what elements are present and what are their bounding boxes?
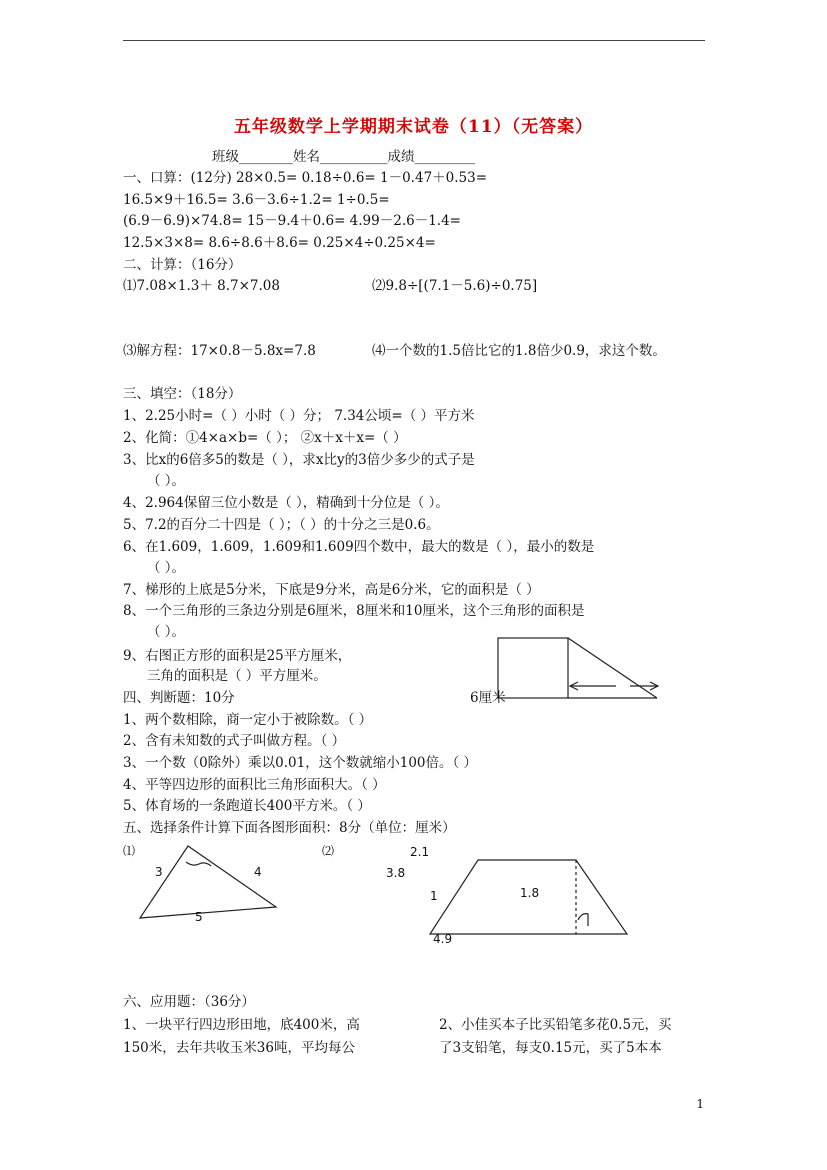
figure1-base: 5 [195, 910, 203, 924]
section3-q3b: （ ）。 [147, 473, 186, 489]
figure2-top: 2.1 [410, 845, 430, 859]
section4-heading: 四、判断题：10分 [123, 690, 235, 706]
square-shape [498, 638, 568, 698]
section3-q3a: 3、比x的6倍多5的数是（ ），求x比y的3倍少多少的式子是 [123, 452, 475, 468]
triangle-shape [140, 846, 276, 918]
right-angle-mark [186, 862, 211, 866]
section1-row4: 12.5×3×8= 8.6÷8.6＋8.6= 0.25×4÷0.25×4= [123, 235, 436, 251]
section3-q2: 2、化简：①4×a×b=（ ）； ②x＋x＋x=（ ） [123, 430, 407, 446]
figure2-left: 1 [430, 889, 438, 903]
section3-q9a: 9、右图正方形的面积是25平方厘米， [123, 648, 352, 664]
section2-q3: ⑶解方程：17×0.8－5.8x=7.8 [123, 343, 316, 359]
figure2-bottom: 4.9 [433, 932, 453, 946]
section2-q4: ⑷一个数的1.5倍比它的1.8倍少0.9，求这个数。 [372, 343, 666, 359]
section6-heading: 六、应用题：（36分） [123, 994, 255, 1010]
figure2-slant: 3.8 [386, 866, 406, 880]
section2-heading: 二、计算：（16分） [123, 257, 242, 273]
section4-q5: 5、体育场的一条跑道长400平方米。（ ） [123, 798, 371, 814]
section1-heading: 一、口算：(12分) 28×0.5= 0.18÷0.6= 1－0.47＋0.53= [123, 170, 488, 186]
section4-q3: 3、一个数（0除外）乘以0.01，这个数就缩小100倍。（ ） [123, 755, 478, 771]
page-title: 五年级数学上学期期末试卷（11）（无答案） [233, 117, 594, 137]
figure2-height: 1.8 [520, 886, 540, 900]
section6-q2b: 了3支铅笔，每支0.15元，买了5本本 [439, 1040, 662, 1056]
section3-q5: 5、7.2的百分二十四是（ ）；（ ）的十分之三是0.6。 [123, 517, 440, 533]
section3-heading: 三、填空：（18分） [123, 386, 242, 402]
section4-q4: 4、平等四边形的面积比三角形面积大。（ ） [123, 777, 386, 793]
section3-q9b: 三角的面积是（ ）平方厘米。 [147, 668, 327, 684]
info-line: 班级________姓名__________成绩_________ [212, 149, 476, 165]
section5-heading: 五、选择条件计算下面各图形面积：8分（单位：厘米） [123, 820, 456, 836]
section1-row3: (6.9－6.9)×74.8= 15－9.4＋0.6= 4.99－2.6－1.4= [123, 213, 461, 229]
section2-q1: ⑴7.08×1.3＋ 8.7×7.08 [123, 278, 280, 294]
section4-q1: 1、两个数相除，商一定小于被除数。（ ） [123, 712, 373, 728]
section6-q2a: 2、小佳买本子比买铅笔多花0.5元，买 [439, 1017, 672, 1033]
section3-q6b: （ ）。 [147, 560, 186, 576]
figure2-number: ⑵ [322, 844, 335, 858]
section3-q8b: （ ）。 [147, 624, 186, 640]
figure1-triangle [140, 846, 276, 918]
figure1-number: ⑴ [123, 844, 136, 858]
section3-q7: 7、梯形的上底是5分米，下底是9分米，高是6分米，它的面积是（ ） [123, 582, 540, 598]
figure1-side-a: 3 [155, 865, 163, 879]
section6-q1b: 150米，去年共收玉米36吨，平均每公 [123, 1040, 355, 1056]
figure1-side-b: 4 [254, 865, 262, 879]
section1-row2: 16.5×9＋16.5= 3.6－3.6÷1.2= 1÷0.5= [123, 192, 390, 208]
square-figure-label: 6厘米 [470, 690, 506, 706]
page-number: 1 [696, 1097, 704, 1111]
section3-q6a: 6、在1.609，1.609，1.609和1.609四个数中，最大的数是（ ），最小的数是 [123, 539, 595, 555]
section3-q8a: 8、一个三角形的三条边分别是6厘米，8厘米和10厘米，这个三角形的面积是 [123, 603, 585, 619]
triangle-hypotenuse [568, 638, 657, 698]
section4-q2: 2、含有未知数的式子叫做方程。（ ） [123, 733, 346, 749]
square-triangle-figure [498, 638, 658, 698]
section3-q4: 4、2.964保留三位小数是（ ），精确到十分位是（ ）。 [123, 495, 449, 511]
section2-q2: ⑵9.8÷[(7.1－5.6)÷0.75] [372, 278, 538, 294]
section6-q1a: 1、一块平行四边形田地，底400米，高 [123, 1017, 360, 1033]
section3-q1: 1、2.25小时=（ ）小时（ ）分； 7.34公顷=（ ）平方米 [123, 408, 475, 424]
height-angle-mark [578, 914, 588, 926]
